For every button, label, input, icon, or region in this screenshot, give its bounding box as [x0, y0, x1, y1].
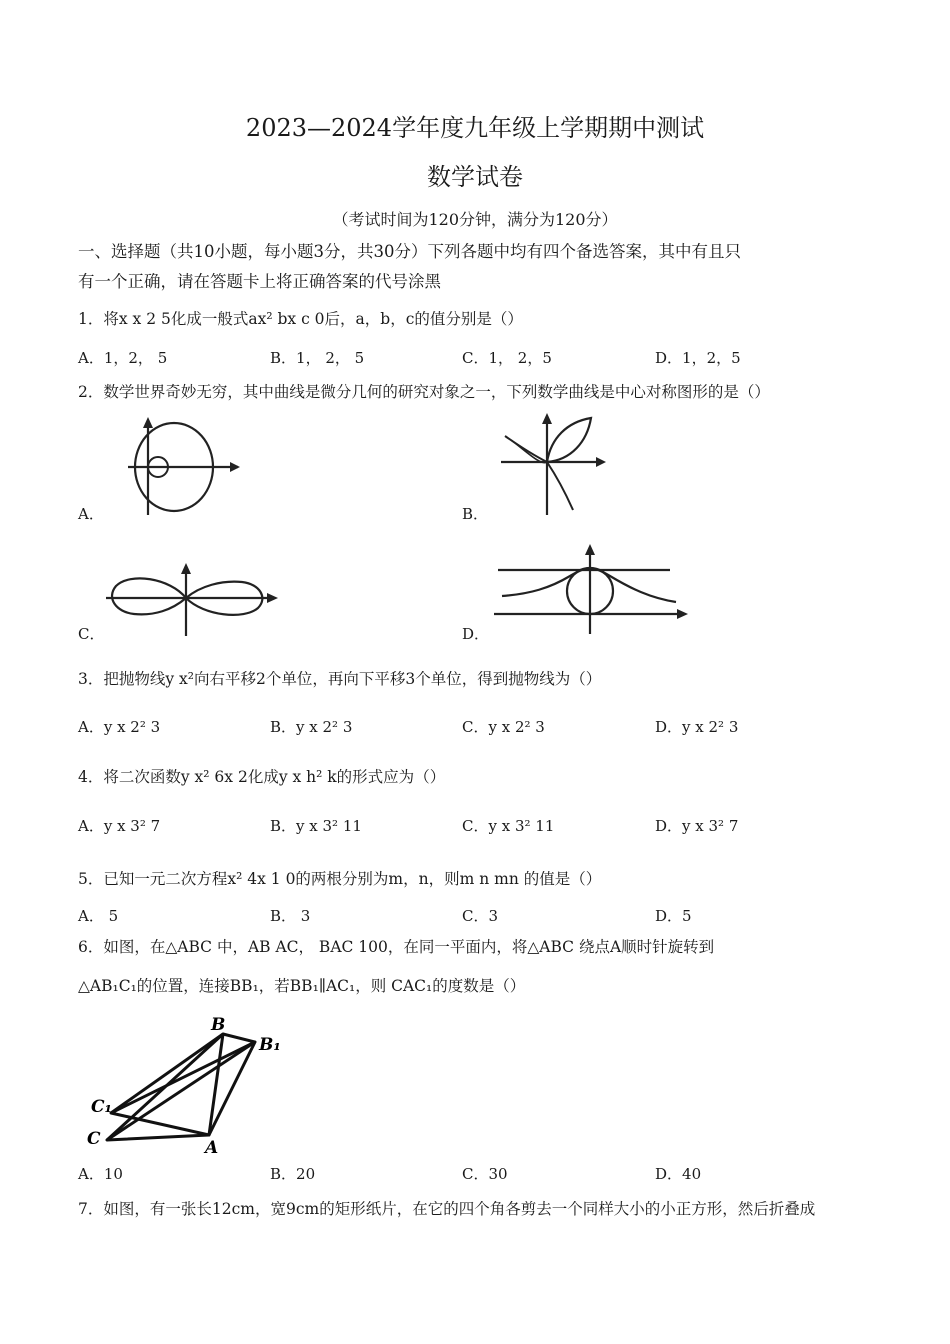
q5-option-c: C．3 [462, 907, 499, 925]
section-instructions-line1: 一、选择题（共10小题，每小题3分，共30分）下列各题中均有四个备选答案，其中有且只 [78, 242, 741, 261]
q2-figure-c [100, 560, 285, 640]
exam-title: 2023—2024学年度九年级上学期期中测试 [245, 114, 705, 142]
point-label-c: C [87, 1129, 101, 1149]
q2-stem: 2．数学世界奇妙无穷，其中曲线是微分几何的研究对象之一，下列数学曲线是中心对称图形的是（） [78, 383, 770, 401]
q6-option-d: D．40 [655, 1165, 702, 1183]
section-instructions-line2: 有一个正确，请在答题卡上将正确答案的代号涂黑 [78, 272, 441, 291]
q4-stem: 4．将二次函数y x² 6x 2化成y x h² k的形式应为（） [78, 768, 446, 786]
q4-option-c: C．y x 3² 11 [462, 817, 555, 835]
q6-option-c: C．30 [462, 1165, 508, 1183]
q2-label-c: C． [78, 625, 105, 643]
q1-option-a: A．1，2， 5 [78, 349, 168, 367]
q1-option-d: D．1，2，5 [655, 349, 741, 367]
exam-info: （考试时间为120分钟，满分为120分） [332, 210, 618, 229]
q2-figure-d [490, 540, 690, 640]
q4-option-b: B．y x 3² 11 [270, 817, 362, 835]
point-label-b: B [211, 1015, 226, 1035]
point-label-c1: C₁ [91, 1097, 112, 1117]
q6-triangle-figure [85, 1010, 290, 1155]
q6-stem-line1: 6．如图，在△ABC 中，AB AC， BAC 100，在同一平面内，将△ABC 绕点A顺时针旋转到 [78, 938, 715, 956]
point-label-b1: B₁ [259, 1035, 281, 1055]
q6-stem-line2: △AB₁C₁的位置，连接BB₁，若BB₁∥AC₁，则 CAC₁的度数是（） [78, 977, 526, 995]
q1-option-b: B．1， 2， 5 [270, 349, 365, 367]
q2-label-b: B． [462, 505, 489, 523]
q2-figure-b [495, 410, 610, 520]
q7-stem: 7．如图，有一张长12cm，宽9cm的矩形纸片，在它的四个角各剪去一个同样大小的小正方形，然后折叠成 [78, 1200, 816, 1218]
q5-option-a: A． 5 [78, 907, 119, 925]
q3-option-b: B．y x 2² 3 [270, 718, 353, 736]
q1-stem: 1．将x x 2 5化成一般式ax² bx c 0后，a，b，c的值分别是（） [78, 310, 523, 328]
q3-option-c: C．y x 2² 3 [462, 718, 545, 736]
q1-option-c: C．1， 2，5 [462, 349, 552, 367]
q5-stem: 5．已知一元二次方程x² 4x 1 0的两根分别为m，n，则m n mn 的值是（） [78, 870, 602, 888]
point-label-a: A [205, 1138, 219, 1155]
q3-stem: 3．把抛物线y x²向右平移2个单位，再向下平移3个单位，得到抛物线为（） [78, 670, 602, 688]
q6-option-a: A．10 [78, 1165, 123, 1183]
q3-option-a: A．y x 2² 3 [78, 718, 161, 736]
q4-option-d: D．y x 3² 7 [655, 817, 739, 835]
q5-option-d: D．5 [655, 907, 692, 925]
q5-option-b: B． 3 [270, 907, 311, 925]
q3-option-d: D．y x 2² 3 [655, 718, 739, 736]
q2-label-d: D． [462, 625, 490, 643]
q2-figure-a [120, 415, 250, 520]
q4-option-a: A．y x 3² 7 [78, 817, 161, 835]
exam-subtitle: 数学试卷 [427, 163, 523, 191]
q2-label-a: A． [78, 505, 104, 523]
q6-option-b: B．20 [270, 1165, 316, 1183]
